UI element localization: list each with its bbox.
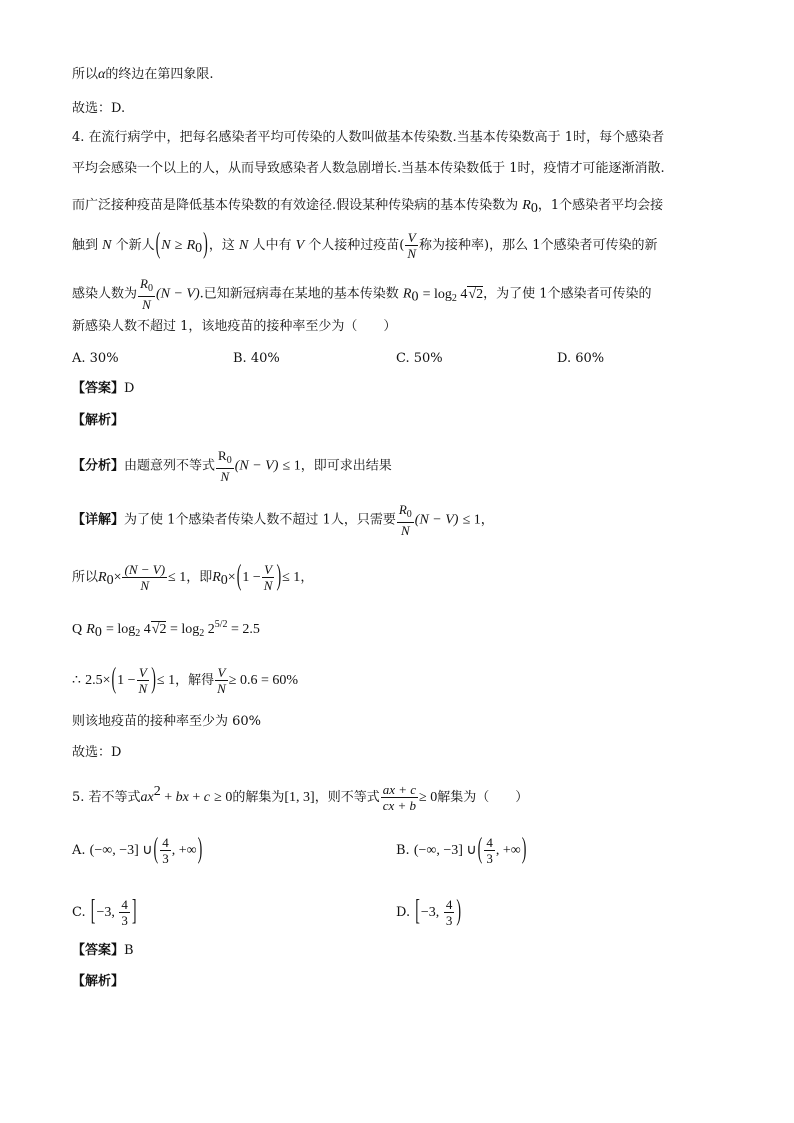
answer-5: 【答案】B [72,943,134,958]
question-4-line-6: 新感染人数不超过 1，该地疫苗的接种率至少为（ ） [72,319,397,334]
question-4-line-1: 4. 在流行病学中，把每名感染者平均可传染的人数叫做基本传染数.当基本传染数高于 1时，每个感染者 [72,130,665,145]
option-c: C. 50% [396,351,443,366]
xiangjie-line: 【详解】为了使 1个感染者传染人数不超过 1人，只需要 $\frac{R_0}{N}$ (N − V) ≤ 1， [72,502,494,538]
derivation-line-2: Q $R_0 = \log_2 4√2 = \log_2 2^{5/2} = 2.5$ [72,619,260,640]
question-4-line-5: 感染人数为 $\frac{R_0}{N}$ (N − V).已知新冠病毒在某地的基本传染数 $R_0 = \log_2 4√2$，为了使 1个感染者可传染的 [72,276,652,312]
fenxi-line: 【分析】由题意列不等式 $\frac{R_0}{N}$ (N − V) ≤ 1，即可求出结果 [72,448,392,484]
answer-tag: 【答案】 [72,381,125,396]
analysis-tag-5: 【解析】 [72,974,125,989]
q5-option-a: A. (−∞, −3] ∪( $\frac{4}{3}$ , +∞) [72,833,203,866]
option-d: D. 60% [557,351,605,366]
therefore-symbol: ∴ [72,673,81,688]
text-line: 故选：D. [72,101,126,116]
option-b: B. 40% [233,351,280,366]
question-4-line-2: 平均会感染一个以上的人，从而导致感染者人数急剧增长.当基本传染数低于 1时，疫情才可能逐渐消散. [72,161,665,176]
derivation-line-3: ∴ 2.5×(1 − $\frac{V}{N}$ )≤ 1，解得 $\frac{V}{N}$ ≥ 0.6 = 60% [72,663,299,696]
question-4-line-4: 触到 N 个新人$(N \ge R_0)$，这 N 人中有 V 个人接种过疫苗( $\frac{V}{N}$ 称为接种率)，那么 1个感染者可传染的新 [72,228,658,261]
derivation-line-1: 所以$R_0\times$ $\frac{(N - V)}{N}$ ≤ 1，即$R_0\times(1$ − $\frac{V}{N}$ )≤ 1， [72,560,314,593]
question-5-line: 5. 若不等式$ax^2$ + bx + c ≥ 0的解集为[1, 3]，则不等式 $\frac{ax + c}{cx + b}$ ≥ 0解集为（ ） [72,782,529,813]
q5-option-d: D. [−3, $\frac{4}{3}$ ) [396,895,461,928]
because-symbol: Q [72,622,83,637]
answer-4 [72,382,134,395]
conclusion-line: 则该地疫苗的接种率至少为 60% [72,714,262,729]
choose-line: 故选：D [72,745,122,760]
question-4-line-3: 而广泛接种疫苗是降低基本传染数的有效途径.假设某种传染病的基本传染数为 $R_0$，1个感染者平均会接 [72,198,664,216]
q5-option-c: C. [−3, $\frac{4}{3}$ ] [72,895,137,928]
analysis-tag: 【解析】 [72,413,125,428]
q5-option-b: B. (−∞, −3] ∪( $\frac{4}{3}$ , +∞) [396,833,527,866]
option-a: A. 30% [72,351,119,366]
text-line: 所以α的终边在第四象限. [72,67,214,82]
answer-value: D [124,381,135,396]
